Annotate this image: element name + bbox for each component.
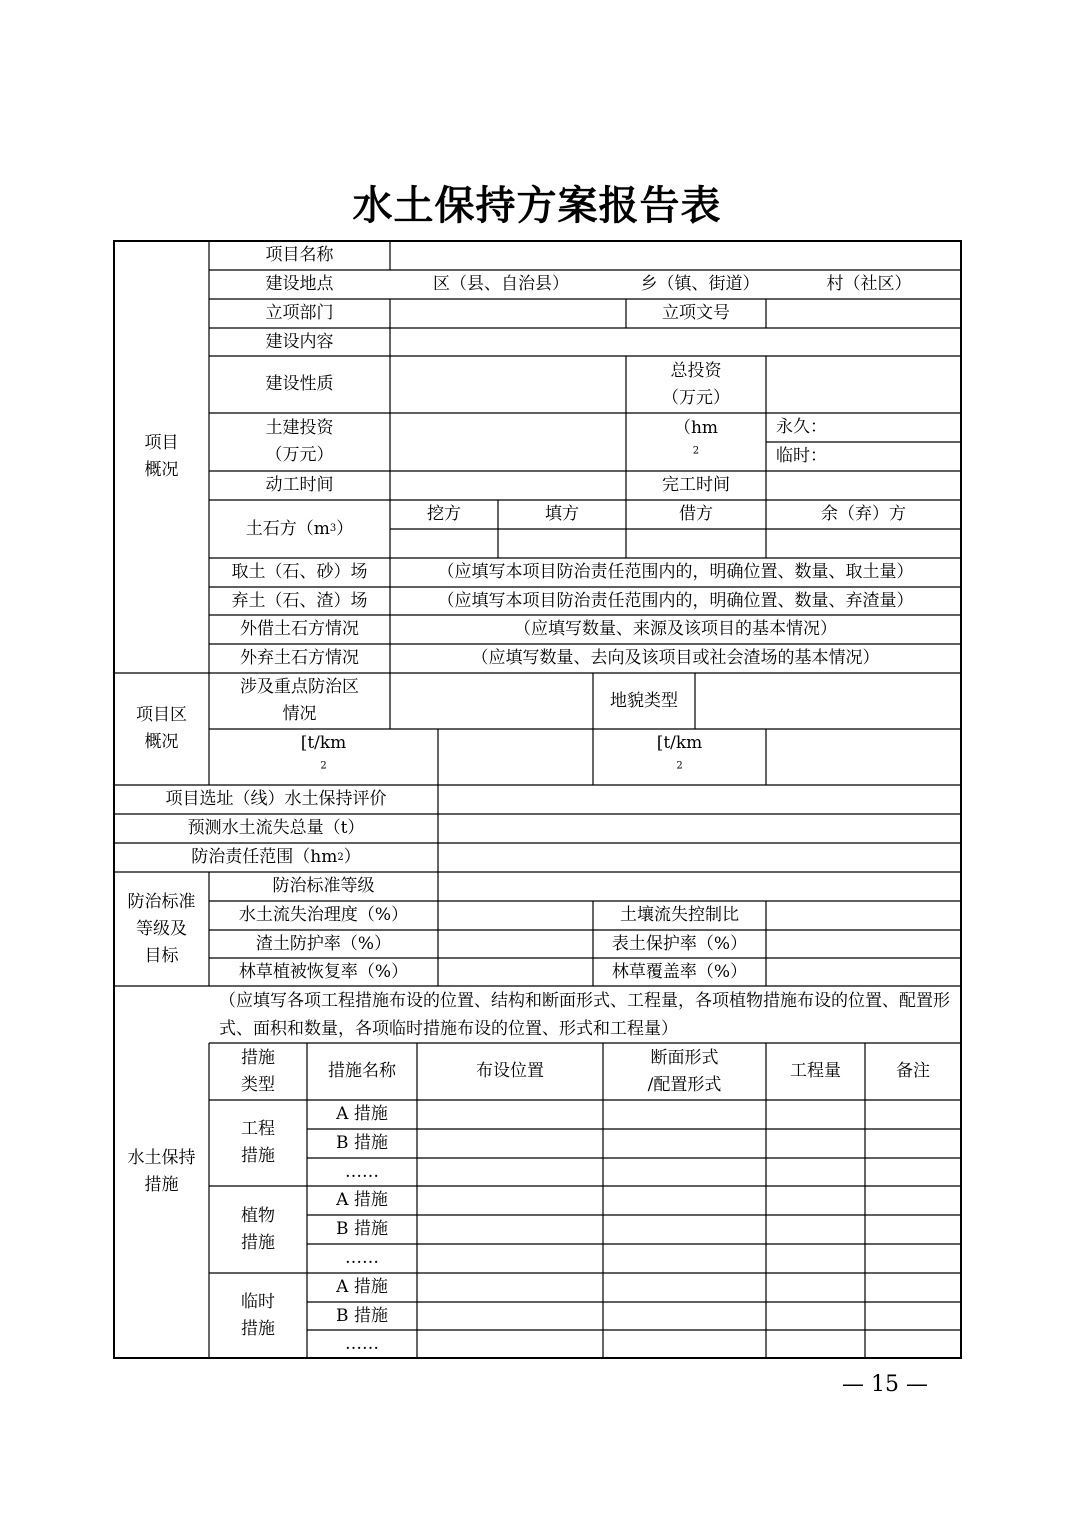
- label-civil-investment: 土建投资 （万元）: [265, 418, 334, 465]
- label-key-prevention-area: 涉及重点防治区 情况: [240, 677, 359, 724]
- note-external-borrow: （应填写数量、来源及该项目的基本情况）: [514, 619, 837, 639]
- label-construction-nature: 建设性质: [265, 374, 334, 394]
- label-topsoil-protection: 表土保护率（%）: [611, 933, 748, 954]
- label-permanent: 永久：: [776, 417, 827, 437]
- header-spoil: 余（弃）方: [821, 504, 906, 524]
- label-control-degree: 水土流失治理度（%）: [238, 905, 409, 925]
- label-vegetation-recovery: 林草植被恢复率（%）: [238, 961, 409, 982]
- label-slag-protection: 渣土防护率（%）: [255, 933, 392, 954]
- page-title: 水土保持方案报告表: [352, 182, 722, 229]
- header-fill: 填方: [545, 504, 579, 524]
- label-responsibility-area: 防治责任范围（hm 2 ）: [191, 847, 361, 867]
- list-item: ……: [345, 1248, 379, 1268]
- list-item: A 措施: [336, 1104, 388, 1124]
- header-location: 布设位置: [476, 1061, 544, 1081]
- group-label-engineering: 工程 措施: [241, 1119, 275, 1166]
- section-label-prevention-standard: 防治标准 等级及 目标: [127, 891, 196, 966]
- section-label-conservation-measures: 水土保持 措施: [127, 1148, 196, 1195]
- note-borrow-site: （应填写本项目防治责任范围内的，明确位置、数量、取土量）: [437, 562, 914, 582]
- label-predicted-loss: 预测水土流失总量（t）: [187, 818, 365, 838]
- label-vegetation-coverage: 林草覆盖率（%）: [611, 961, 748, 982]
- list-item: A 措施: [336, 1277, 388, 1297]
- label-start-time: 动工时间: [265, 475, 334, 495]
- list-item: ……: [345, 1333, 379, 1354]
- label-loss-control-ratio: 土壤流失控制比: [620, 905, 739, 925]
- page-number: — 15 —: [842, 1372, 928, 1397]
- header-remark: 备注: [896, 1061, 930, 1081]
- location-town: 乡（镇、街道）: [640, 274, 760, 294]
- label-standard-level: 防治标准等级: [272, 876, 375, 896]
- section-label-area-overview: 项目区 概况: [136, 705, 187, 752]
- header-measure-type: 措施 类型: [241, 1047, 275, 1095]
- label-erosion-modulus: [t/km $^2$: [300, 733, 347, 772]
- label-landform-type: 地貌类型: [610, 690, 678, 711]
- location-district: 区（县、自治县）: [433, 274, 569, 294]
- label-temporary: 临时：: [776, 446, 827, 466]
- group-label-temporary: 临时 措施: [241, 1291, 275, 1339]
- label-borrow-site: 取土（石、砂）场: [231, 562, 368, 582]
- label-external-spoil: 外弃土石方情况: [240, 648, 359, 668]
- header-borrow: 借方: [679, 504, 713, 524]
- note-external-spoil: （应填写数量、去向及该项目或社会渣场的基本情况）: [471, 648, 880, 668]
- label-total-investment: 总投资 （万元）: [662, 360, 730, 408]
- label-external-borrow: 外借土石方情况: [240, 619, 359, 639]
- section-label-project-overview: 项目 概况: [144, 433, 179, 480]
- label-earthwork: 土石方（m 3 ）: [245, 518, 354, 539]
- label-site-evaluation: 项目选址（线）水土保持评价: [165, 789, 387, 809]
- group-label-vegetation: 植物 措施: [241, 1205, 275, 1253]
- list-item: B 措施: [336, 1219, 388, 1239]
- label-spoil-site: 弃土（石、渣）场: [231, 590, 368, 611]
- measures-note: （应填写各项工程措施布设的位置、结构和断面形式、工程量，各项植物措施布设的位置、配置形式、面积和数量，各项临时措施布设的位置、形式和工程量）: [219, 990, 950, 1039]
- header-excavation: 挖方: [427, 504, 461, 524]
- list-item: ……: [345, 1161, 379, 1182]
- header-section-form: 断面形式 /配置形式: [647, 1047, 722, 1095]
- list-item: A 措施: [336, 1190, 388, 1210]
- label-approval-dept: 立项部门: [265, 303, 334, 323]
- label-approval-no: 立项文号: [662, 303, 730, 323]
- list-item: B 措施: [336, 1133, 388, 1153]
- location-village: 村（社区）: [826, 274, 912, 294]
- label-project-name: 项目名称: [265, 245, 334, 265]
- list-item: B 措施: [336, 1305, 388, 1326]
- label-construction-site: 建设地点: [265, 274, 334, 294]
- label-land-area: （hm $^2$: [673, 418, 719, 457]
- note-spoil-site: （应填写本项目防治责任范围内的，明确位置、数量、弃渣量）: [437, 590, 914, 611]
- label-construction-content: 建设内容: [265, 331, 334, 352]
- header-measure-name: 措施名称: [328, 1061, 396, 1081]
- label-end-time: 完工时间: [662, 475, 730, 495]
- label-soil-loss-tolerance: [t/km $^2$: [656, 733, 703, 772]
- header-quantity: 工程量: [790, 1061, 841, 1081]
